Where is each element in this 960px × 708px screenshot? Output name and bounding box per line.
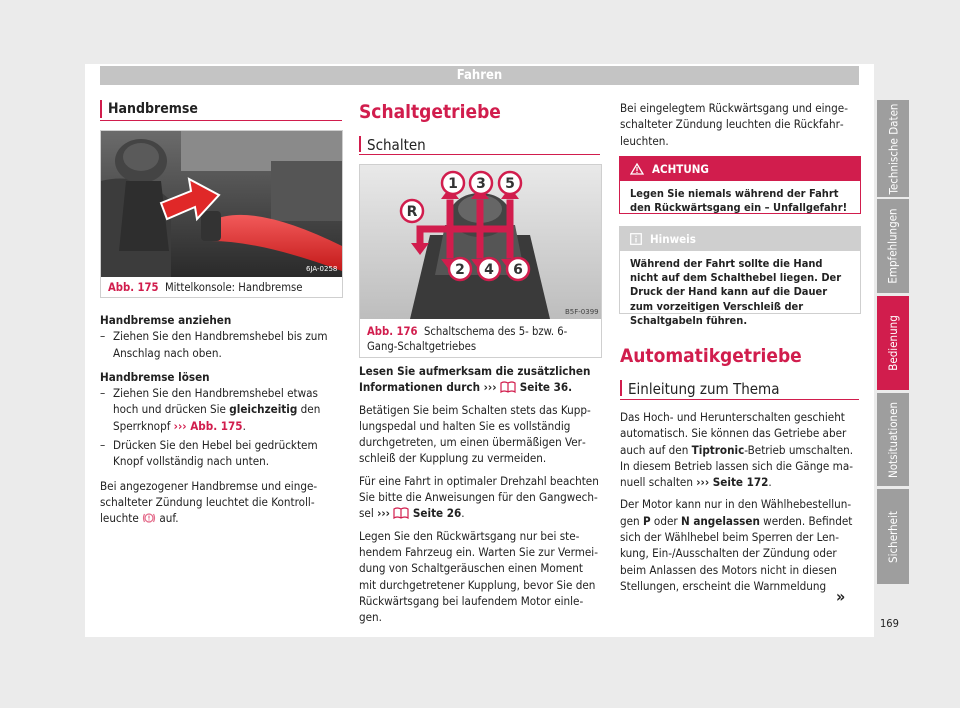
- gear-label-3: 3: [476, 176, 486, 192]
- figure-link[interactable]: ››› Abb. 175: [173, 418, 243, 433]
- figure-number: Abb. 176: [367, 325, 418, 338]
- subsection-accent: [359, 136, 361, 152]
- warning-triangle-icon: [630, 163, 644, 175]
- gear-change-paragraph: Für eine Fahrt in optimaler Drehzahl beachten Sie bitte die Anweisungen für den Gangwechsel ››› Seite 26.: [359, 473, 599, 521]
- release-step-1: – Ziehen Sie den Handbremshebel etwas hoch und drücken Sie gleichzeitig den Sperrknopf ››› Abb. 175.: [100, 386, 321, 433]
- note-text: Während der Fahrt sollte die Hand nicht auf dem Schalthebel liegen. Der Druck der Hand kann auf die Dauer zum vorzeitigen Verschleiß der Schaltgabeln führen.: [630, 257, 842, 327]
- subtitle-schalten: Schalten: [367, 136, 426, 154]
- subsection-accent: [620, 380, 622, 396]
- tab-technische-daten[interactable]: Technische Daten: [877, 100, 909, 197]
- tab-empfehlungen[interactable]: Empfehlungen: [877, 199, 909, 293]
- page-header: Fahren: [100, 66, 859, 85]
- tab-sicherheit[interactable]: Sicherheit: [877, 489, 909, 584]
- warning-box: [619, 156, 861, 214]
- section-title-handbremse: Handbremse: [108, 101, 198, 117]
- page-link-36[interactable]: Seite 36: [516, 380, 569, 395]
- gear-label-6: 6: [513, 262, 523, 278]
- gear-label-1: 1: [448, 176, 458, 192]
- note-header: [620, 227, 860, 251]
- brake-warning-lamp-icon: [142, 512, 156, 524]
- page-link-26[interactable]: Seite 26: [409, 506, 462, 521]
- tiptronic-paragraph: Das Hoch- und Herunterschalten geschieht automatisch. Sie können das Getriebe aber auch auf den Tiptronic-Betrieb umschalten. In diesem Betrieb lassen sich die Gänge manuell schalten ››› Seite 172.: [620, 410, 854, 490]
- gear-label-4: 4: [484, 262, 494, 278]
- page-link-172[interactable]: ››› Seite 172: [696, 475, 769, 490]
- handbrake-instructions: [100, 312, 340, 533]
- gear-shift-illustration: [360, 165, 601, 319]
- title-schaltgetriebe: Schaltgetriebe: [359, 101, 501, 123]
- note-box: [619, 226, 861, 327]
- subsection-rule: [620, 399, 859, 400]
- selector-paragraph: Der Motor kann nur in den Wählhebestellungen P oder N angelassen werden. Befindet sich der Wählhebel beim Sperren der Lenkung, Ein-/Ausschalten der Zündung oder beim Anlassen des Motors nicht in diesen Stellungen, erscheint die Warnmeldung: [620, 497, 853, 593]
- warning-header: [620, 157, 860, 181]
- gear-label-2: 2: [455, 262, 465, 278]
- gear-label-r: R: [406, 204, 418, 220]
- figure-handbrake: [100, 130, 343, 298]
- note-label: Hinweis: [650, 232, 696, 246]
- warning-lamp-paragraph: Bei angezogener Handbremse und eingeschalteter Zündung leuchtet die Kontrollleuchte auf.: [100, 478, 318, 526]
- title-automatikgetriebe: Automatikgetriebe: [620, 345, 802, 367]
- release-heading: Handbremse lösen: [100, 369, 210, 384]
- clutch-paragraph: Betätigen Sie beim Schalten stets das Kupplungspedal und halten Sie es vollständig durchgetreten, um einen übermäßigen Verschleiß der Kupplung zu vermeiden.: [359, 402, 591, 466]
- warning-label: ACHTUNG: [652, 162, 709, 176]
- tab-notsituationen[interactable]: Notsituationen: [877, 393, 909, 486]
- section-rule: [100, 120, 342, 121]
- figure-caption: [367, 324, 595, 354]
- automatik-text: [620, 409, 860, 600]
- continue-arrow-icon: »: [836, 587, 846, 606]
- figure-caption-text: Schaltschema des 5- bzw. 6-Gang-Schaltgetriebes: [367, 325, 568, 353]
- reverse-lights-paragraph: Bei eingelegtem Rückwärtsgang und eingeschalteter Zündung leuchten die Rückfahrleuchten.: [620, 101, 848, 148]
- reverse-paragraph: Legen Sie den Rückwärtsgang nur bei stehendem Fahrzeug ein. Warten Sie zur Vermeidung von Schaltgeräuschen einen Moment mit durchgetretener Kupplung, bevor Sie den Rückwärtsgang bei laufendem Motor einlegen.: [359, 528, 598, 625]
- gear-label-5: 5: [505, 176, 515, 192]
- release-step-2: – Drücken Sie den Hebel bei gedrücktem Knopf vollständig nach unten.: [100, 438, 318, 469]
- read-info-paragraph: Lesen Sie aufmerksam die zusätzlichen Informationen durch ››› Seite 36.: [359, 364, 591, 395]
- tab-bedienung[interactable]: Bedienung: [877, 296, 909, 390]
- book-icon: [500, 381, 516, 393]
- figure-gear-shift: [359, 164, 602, 358]
- page-number: 169: [880, 617, 899, 630]
- figure-code: 6JA-0258: [306, 265, 338, 273]
- section-accent: [100, 100, 102, 118]
- figure-caption: [108, 280, 338, 295]
- apply-step: – Ziehen Sie den Handbremshebel bis zum Anschlag nach oben.: [100, 329, 328, 360]
- figure-caption-text: Mittelkonsole: Handbremse: [164, 281, 303, 294]
- figure-number: Abb. 175: [108, 281, 159, 294]
- warning-text: Legen Sie niemals während der Fahrt den Rückwärtsgang ein – Unfallgefahr!: [630, 187, 848, 215]
- info-icon: [630, 233, 642, 245]
- schalten-text: [359, 363, 602, 631]
- figure-code: B5F-0399: [565, 308, 599, 316]
- subtitle-einleitung: Einleitung zum Thema: [628, 380, 780, 398]
- subsection-rule: [359, 154, 600, 155]
- book-icon: [393, 507, 409, 519]
- handbrake-illustration: [101, 131, 342, 277]
- apply-heading: Handbremse anziehen: [100, 313, 232, 327]
